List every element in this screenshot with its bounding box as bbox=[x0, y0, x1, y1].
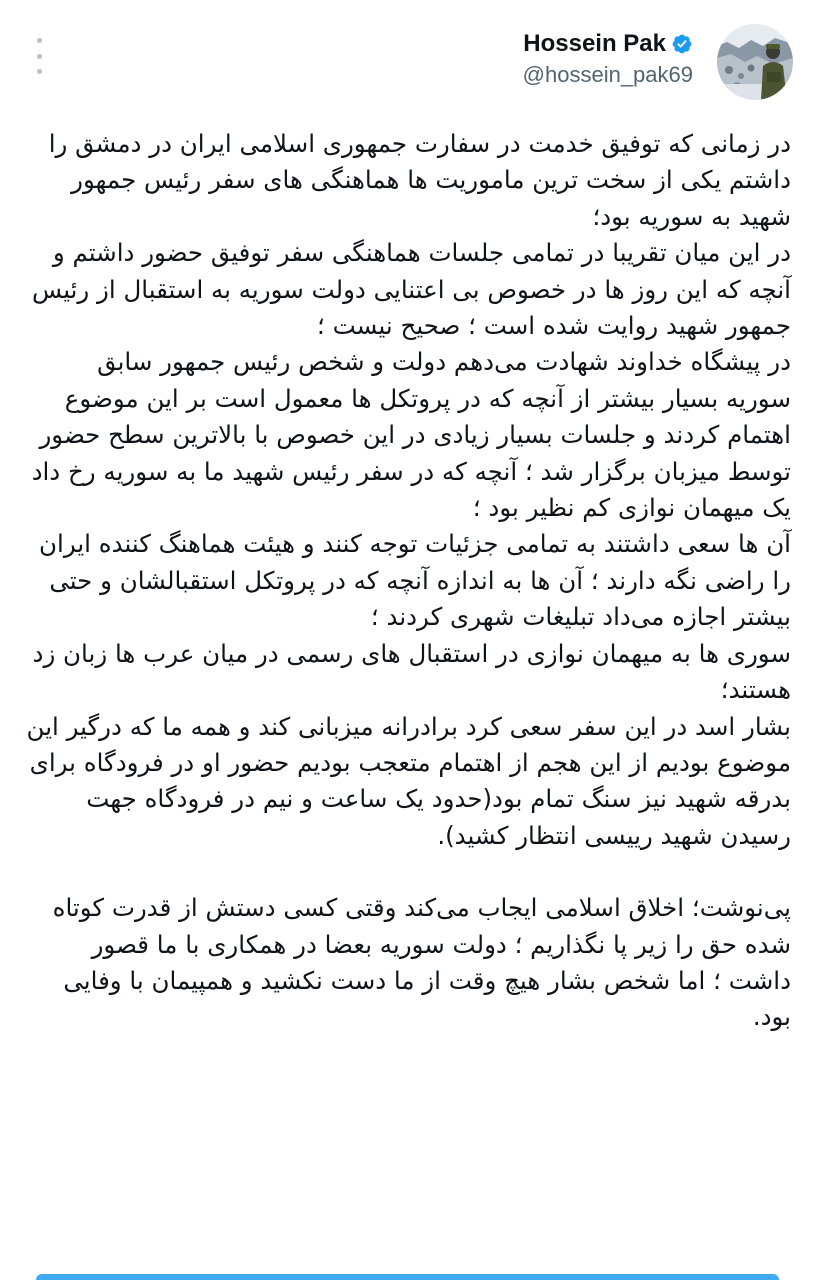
bottom-edge-bar bbox=[36, 1274, 779, 1280]
tweet-text bbox=[26, 126, 791, 1036]
tweet-paragraph: در این میان تقریبا در تمامی جلسات هماهنگی سفر توفیق حضور داشتم و آنچه که این روز ها در خصوص بی اعتنایی دولت سوریه به استقبال از رئیس جمهور شهید روایت شده است ؛ صحیح نیست ؛ bbox=[31, 238, 791, 341]
verified-badge-icon bbox=[671, 33, 693, 55]
author-name-row bbox=[523, 30, 693, 58]
tweet-postscript: پی‌نوشت؛ اخلاق اسلامی ایجاب می‌کند وقتی کسی دستش از قدرت کوتاه شده حق را زیر پا نگذاریم ؛ دولت سوریه بعضا در همکاری با ما قصور داشت ؛ اما شخص بشار هیچ وقت از ما دست نکشید و همپیمان با وفایی بود. bbox=[52, 893, 791, 1032]
tweet-header bbox=[24, 24, 793, 106]
tweet-paragraph: سوری ها به میهمان نوازی در استقبال های رسمی در میان عرب ها زبان زد هستند؛ bbox=[32, 638, 791, 705]
more-dot bbox=[37, 69, 42, 74]
tweet-paragraph: بشار اسد در این سفر سعی کرد برادرانه میزبانی کند و همه ما که درگیر این موضوع بودیم از این هجم از اهتمام متعجب بودیم حضور او در فرودگاه برای بدرقه شهید نیز سنگ تمام بود(حدود یک ساعت و نیم در فرودگاه جهت رسیدن شهید رییسی انتظار کشید). bbox=[26, 711, 791, 850]
author-display-name[interactable]: Hossein Pak bbox=[523, 30, 666, 57]
paragraph-spacer bbox=[26, 854, 791, 890]
avatar-image-icon bbox=[717, 24, 793, 100]
tweet-paragraph: آن ها سعی داشتند به تمامی جزئیات توجه کنند و هیئت هماهنگ کننده ایران را راضی نگه دارند ؛ آن ها به اندازه آنچه که در پروتکل استقبالشان و حتی بیشتر اجازه می‌داد تبلیغات شهری کردند ؛ bbox=[39, 529, 791, 632]
author-names bbox=[523, 30, 693, 88]
more-options-icon[interactable] bbox=[32, 38, 46, 74]
more-dot bbox=[37, 38, 42, 43]
tweet-paragraph: در زمانی که توفیق خدمت در سفارت جمهوری اسلامی ایران در دمشق را داشتم یکی از سخت ترین ماموریت ها هماهنگی های سفر رئیس جمهور شهید به سوریه بود؛ bbox=[48, 129, 791, 231]
author-handle[interactable]: @hossein_pak69 bbox=[522, 62, 693, 87]
more-dot bbox=[37, 54, 42, 59]
tweet-paragraph: در پیشگاه خداوند شهادت می‌دهم دولت و شخص رئیس جمهور سابق سوریه بسیار بیشتر از آنچه که در پروتکل ها معمول است بر این موضوع اهتمام کردند و جلسات بسیار زیادی در این خصوص با بالاترین سطح حضور توسط میزبان برگزار شد ؛ آنچه که در سفر رئیس شهید ما به سوریه رخ داد یک میهمان نوازی کم نظیر بود ؛ bbox=[31, 347, 791, 523]
avatar[interactable] bbox=[717, 24, 793, 100]
